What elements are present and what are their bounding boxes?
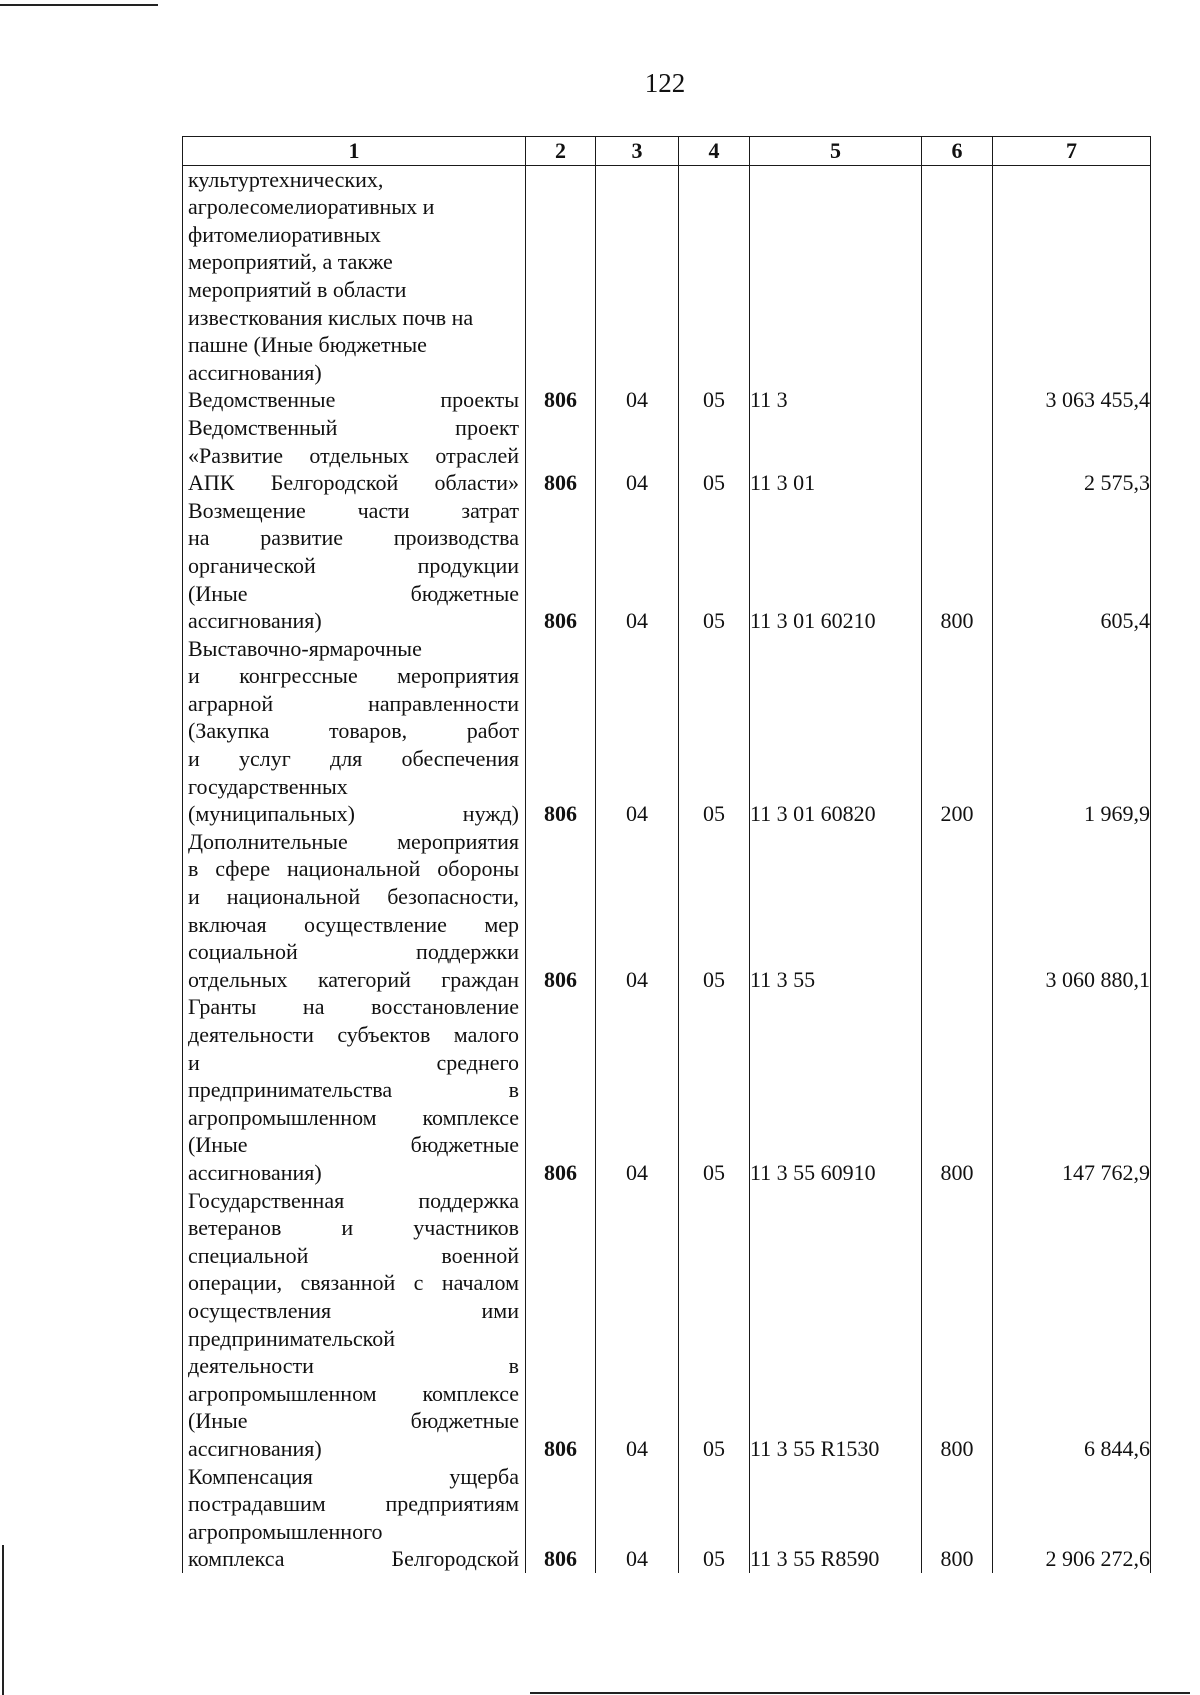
item-name-cell: [183, 497, 526, 635]
item-name-line: (Иные бюджетные: [188, 1408, 519, 1434]
column-header-6: 6: [922, 137, 993, 166]
item-name-line: деятельности субъектов малого: [188, 1022, 519, 1047]
item-name-line: ассигнования): [188, 1159, 322, 1185]
ministry-code-cell: 806: [526, 1187, 596, 1463]
item-name-line: Гранты на восстановление: [188, 994, 519, 1020]
target-article-cell: 11 3 01 60210: [750, 497, 922, 635]
item-name-line: комплекса Белгородской: [188, 1546, 519, 1572]
section-code-cell: 04: [596, 993, 679, 1186]
item-name-line: органической продукции: [188, 552, 519, 578]
item-name-line: (Закупка товаров, работ: [188, 718, 519, 744]
item-name-line: ассигнования): [188, 359, 322, 385]
page-number: 122: [644, 68, 686, 98]
amount-cell: [993, 165, 1151, 386]
target-article-cell: 11 3 01: [750, 414, 922, 497]
target-article-cell: 11 3 55: [750, 828, 922, 994]
item-name-cell: [183, 165, 526, 386]
item-name-line: осуществления ими: [188, 1297, 519, 1323]
ministry-code-cell: 806: [526, 414, 596, 497]
ministry-code-cell: 806: [526, 635, 596, 828]
item-name-line: предпринимательства в: [188, 1077, 519, 1103]
item-name-line: операции, связанной с началом: [188, 1270, 519, 1296]
amount-cell: 6 844,6: [993, 1187, 1151, 1463]
item-name-line: мероприятий в области: [188, 276, 407, 302]
subsection-code-cell: [679, 165, 750, 386]
amount-cell: 2 906 272,6: [993, 1463, 1151, 1573]
amount-cell: 3 063 455,4: [993, 386, 1151, 414]
item-name-line: включая осуществление мер: [188, 911, 519, 937]
item-name-line: Государственная поддержка: [188, 1187, 519, 1213]
section-code-cell: 04: [596, 635, 679, 828]
table-row: [183, 828, 1151, 994]
expense-type-cell: 800: [922, 993, 993, 1186]
expense-type-cell: 800: [922, 1187, 993, 1463]
table-header-row: [183, 137, 1151, 166]
item-name-line: специальной военной: [188, 1242, 519, 1268]
item-name-line: Выставочно-ярмарочные: [188, 635, 422, 661]
expense-type-cell: [922, 165, 993, 386]
table-body: [183, 165, 1151, 1573]
item-name-line: агролесомелиоративных и: [188, 194, 435, 220]
item-name-line: Дополнительные мероприятия: [188, 828, 519, 854]
section-code-cell: 04: [596, 414, 679, 497]
item-name-line: в сфере национальной обороны: [188, 856, 519, 882]
subsection-code-cell: 05: [679, 386, 750, 414]
item-name-line: пашне (Иные бюджетные: [188, 332, 427, 358]
target-article-cell: 11 3: [750, 386, 922, 414]
ministry-code-cell: [526, 165, 596, 386]
item-name-cell: [183, 635, 526, 828]
table-row: [183, 1463, 1151, 1573]
item-name-line: ветеранов и участников: [188, 1215, 519, 1241]
expense-type-cell: 800: [922, 497, 993, 635]
item-name-line: социальной поддержки: [188, 939, 519, 965]
item-name-line: деятельности в: [188, 1353, 519, 1379]
column-header-3: 3: [596, 137, 679, 166]
item-name-line: (Иные бюджетные: [188, 1132, 519, 1158]
section-code-cell: 04: [596, 828, 679, 994]
item-name-line: агропромышленном комплексе: [188, 1104, 519, 1130]
item-name-cell: [183, 1187, 526, 1463]
target-article-cell: 11 3 55 R1530: [750, 1187, 922, 1463]
table-row: [183, 165, 1151, 386]
table-row: [183, 993, 1151, 1186]
expense-type-cell: [922, 414, 993, 497]
item-name-line: пострадавшим предприятиям: [188, 1491, 519, 1517]
subsection-code-cell: 05: [679, 993, 750, 1186]
item-name-line: Ведомственный проект: [188, 414, 519, 440]
section-code-cell: 04: [596, 1463, 679, 1573]
ministry-code-cell: 806: [526, 497, 596, 635]
ministry-code-cell: 806: [526, 828, 596, 994]
ministry-code-cell: 806: [526, 386, 596, 414]
item-name-line: Ведомственные проекты: [188, 387, 519, 413]
item-name-cell: [183, 828, 526, 994]
item-name-line: Компенсация ущерба: [188, 1463, 519, 1489]
column-header-1: 1: [183, 137, 526, 166]
amount-cell: 2 575,3: [993, 414, 1151, 497]
item-name-line: государственных: [188, 773, 348, 799]
section-code-cell: [596, 165, 679, 386]
item-name-line: аграрной направленности: [188, 690, 519, 716]
item-name-line: (Иные бюджетные: [188, 580, 519, 606]
amount-cell: 147 762,9: [993, 993, 1151, 1186]
column-header-4: 4: [679, 137, 750, 166]
expense-type-cell: [922, 828, 993, 994]
table-row: [183, 386, 1151, 414]
item-name-cell: [183, 993, 526, 1186]
table-row: [183, 635, 1151, 828]
item-name-line: предпринимательской: [188, 1325, 396, 1351]
column-header-5: 5: [750, 137, 922, 166]
subsection-code-cell: 05: [679, 414, 750, 497]
section-code-cell: 04: [596, 1187, 679, 1463]
item-name-line: агропромышленного: [188, 1518, 383, 1544]
section-code-cell: 04: [596, 497, 679, 635]
item-name-line: и национальной безопасности,: [188, 884, 519, 910]
column-header-7: 7: [993, 137, 1151, 166]
budget-table: [182, 136, 1151, 1573]
ministry-code-cell: 806: [526, 1463, 596, 1573]
target-article-cell: 11 3 55 60910: [750, 993, 922, 1186]
item-name-line: известкования кислых почв на: [188, 304, 474, 330]
item-name-cell: [183, 386, 526, 414]
subsection-code-cell: 05: [679, 828, 750, 994]
item-name-cell: [183, 1463, 526, 1573]
item-name-line: на развитие производства: [188, 525, 519, 551]
table-row: [183, 414, 1151, 497]
item-name-line: Возмещение части затрат: [188, 497, 519, 523]
expense-type-cell: 200: [922, 635, 993, 828]
item-name-line: и услуг для обеспечения: [188, 746, 519, 772]
item-name-line: ассигнования): [188, 608, 322, 634]
item-name-line: фитомелиоративных: [188, 221, 381, 247]
item-name-line: агропромышленном комплексе: [188, 1380, 519, 1406]
item-name-line: отдельных категорий граждан: [188, 966, 519, 992]
target-article-cell: [750, 165, 922, 386]
item-name-line: (муниципальных) нужд): [188, 801, 519, 827]
scan-edge-line-left: [2, 1545, 4, 1695]
subsection-code-cell: 05: [679, 1187, 750, 1463]
amount-cell: 3 060 880,1: [993, 828, 1151, 994]
item-name-cell: [183, 414, 526, 497]
item-name-line: культуртехнических,: [188, 166, 384, 192]
item-name-line: «Развитие отдельных отраслей: [188, 442, 519, 468]
target-article-cell: 11 3 01 60820: [750, 635, 922, 828]
amount-cell: 605,4: [993, 497, 1151, 635]
item-name-line: и конгрессные мероприятия: [188, 663, 519, 689]
subsection-code-cell: 05: [679, 497, 750, 635]
scan-edge-line-top: [0, 4, 158, 6]
item-name-line: АПК Белгородской области»: [188, 470, 519, 496]
expense-type-cell: 800: [922, 1463, 993, 1573]
amount-cell: 1 969,9: [993, 635, 1151, 828]
expense-type-cell: [922, 386, 993, 414]
table-row: [183, 497, 1151, 635]
section-code-cell: 04: [596, 386, 679, 414]
item-name-line: и среднего: [188, 1049, 519, 1075]
item-name-line: ассигнования): [188, 1435, 322, 1461]
scan-edge-line-bottom: [530, 1692, 1190, 1694]
target-article-cell: 11 3 55 R8590: [750, 1463, 922, 1573]
subsection-code-cell: 05: [679, 1463, 750, 1573]
item-name-line: мероприятий, а также: [188, 249, 393, 275]
table-row: [183, 1187, 1151, 1463]
ministry-code-cell: 806: [526, 993, 596, 1186]
column-header-2: 2: [526, 137, 596, 166]
subsection-code-cell: 05: [679, 635, 750, 828]
